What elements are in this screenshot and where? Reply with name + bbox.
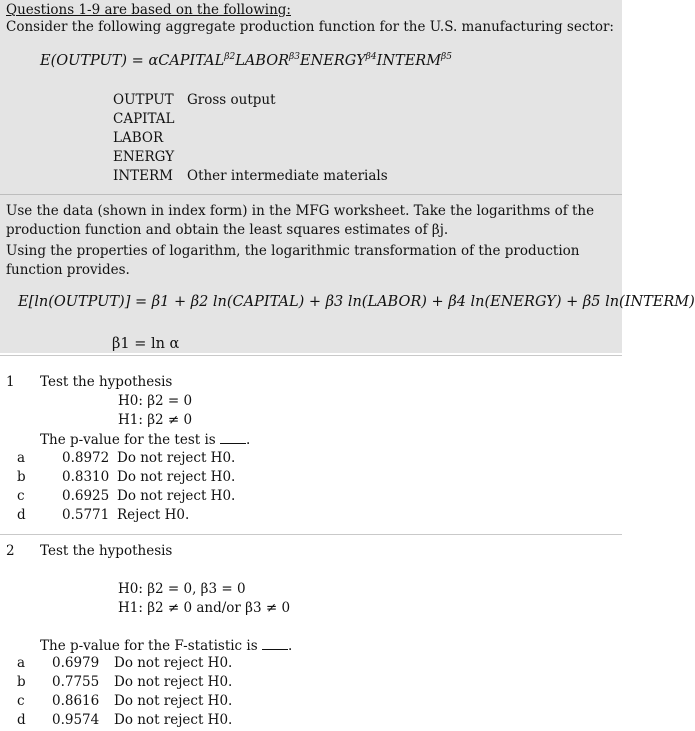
question-2-h0: H0: β2 = 0, β3 = 0 xyxy=(118,581,246,597)
instruction-paragraph-2: Using the properties of logarithm, the logarithmic transformation of the production function provides. xyxy=(6,243,580,278)
divider xyxy=(0,355,622,356)
question-1-options xyxy=(62,450,235,526)
variable-row: INTERM Other intermediate materials xyxy=(113,168,388,184)
log-equation: E[ln(OUTPUT)] = β1 + β2 ln(CAPITAL) + β3 ln(LABOR) + β4 ln(ENERGY) + β5 ln(INTERM) xyxy=(18,294,695,310)
option-c[interactable]: 0.6925 Do not reject H0. xyxy=(62,488,236,504)
variable-row: ENERGY xyxy=(113,149,175,165)
section-header: Questions 1-9 are based on the following: xyxy=(6,2,291,18)
question-1-text: The p-value for the test is . xyxy=(40,432,251,448)
question-2-letters: a b c d xyxy=(17,655,26,728)
option-d[interactable]: 0.5771 Reject H0. xyxy=(62,507,190,523)
divider xyxy=(0,534,622,535)
answer-blank xyxy=(262,637,288,650)
option-a[interactable]: 0.8972 Do not reject H0. xyxy=(62,450,236,466)
option-a[interactable]: 0.6979 Do not reject H0. xyxy=(52,655,233,671)
variable-row: CAPITAL xyxy=(113,111,175,127)
option-c[interactable]: 0.8616 Do not reject H0. xyxy=(52,693,233,709)
question-2-options xyxy=(52,655,232,731)
instruction-paragraph-1: Use the data (shown in index form) in the MFG worksheet. Take the logarithms of the production function and obtain the least squares estimates of βj. xyxy=(6,203,595,238)
production-function: E(OUTPUT) = $\alpha CAPITAL^{\beta 2}LABOR^{\beta 3}ENERGY^{\beta 4}INTERM^{\beta 5}$ xyxy=(40,52,452,69)
question-1-prompt: Test the hypothesis xyxy=(40,374,173,390)
option-b[interactable]: 0.8310 Do not reject H0. xyxy=(62,469,236,485)
question-2-number: 2 xyxy=(6,543,15,559)
question-2-text: The p-value for the F-statistic is . xyxy=(40,638,293,654)
variable-list xyxy=(113,92,388,187)
question-2-prompt: Test the hypothesis xyxy=(40,543,173,559)
intro-text: Consider the following aggregate production function for the U.S. manufacturing sector: xyxy=(6,19,614,35)
question-1-number: 1 xyxy=(6,374,15,390)
question-1-letters: a b c d xyxy=(17,450,26,523)
option-d[interactable]: 0.9574 Do not reject H0. xyxy=(52,712,233,728)
variable-row: OUTPUT Gross output xyxy=(113,92,276,108)
question-1-h0: H0: β2 = 0 xyxy=(118,393,193,409)
question-2-h1: H1: β2 ≠ 0 and/or β3 ≠ 0 xyxy=(118,600,291,616)
answer-blank xyxy=(220,431,246,444)
question-1-h1: H1: β2 ≠ 0 xyxy=(118,412,193,428)
option-b[interactable]: 0.7755 Do not reject H0. xyxy=(52,674,233,690)
variable-row: LABOR xyxy=(113,130,164,146)
beta1-definition: β1 = ln α xyxy=(112,336,180,352)
